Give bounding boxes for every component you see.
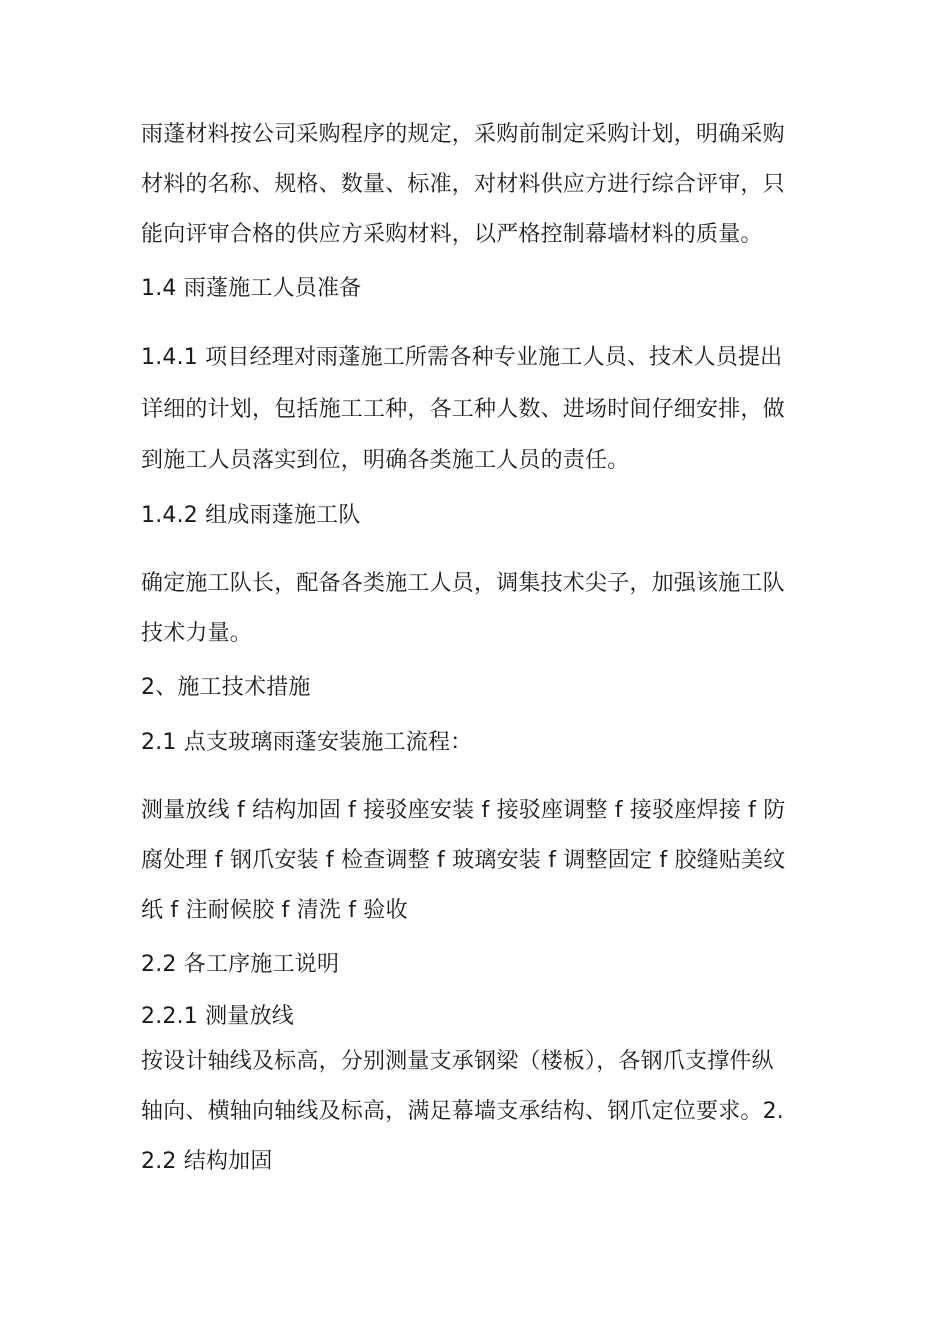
heading-1-4-2: 1.4.2 组成雨蓬施工队 [141,503,361,528]
heading-1-4: 1.4 雨蓬施工人员准备 [141,276,362,301]
heading-2-2-2: 2.2 结构加固 [141,1149,273,1174]
process-flow-line-1: 测量放线 f 结构加固 f 接驳座安装 f 接驳座调整 f 接驳座焊接 f 防 [141,798,786,823]
paragraph-1-4-1-line-3: 到施工人员落实到位，明确各类施工人员的责任。 [141,448,630,473]
heading-2-2-1: 2.2.1 测量放线 [141,1004,294,1029]
paragraph-survey-line-1: 按设计轴线及标高，分别测量支承钢梁（楼板），各钢爪支撑件纵 [141,1049,774,1074]
heading-2: 2、施工技术措施 [141,675,311,700]
paragraph-procurement-line-2: 材料的名称、规格、数量、标准，对材料供应方进行综合评审，只 [141,172,785,197]
paragraph-procurement-line-3: 能向评审合格的供应方采购材料，以严格控制幕墙材料的质量。 [141,222,763,247]
paragraph-procurement-line-1: 雨蓬材料按公司采购程序的规定，采购前制定采购计划，明确采购 [141,122,785,147]
paragraph-1-4-1-line-1: 1.4.1 项目经理对雨蓬施工所需各种专业施工人员、技术人员提出 [141,345,783,370]
paragraph-1-4-1-line-2: 详细的计划，包括施工工种，各工种人数、进场时间仔细安排，做 [141,397,785,422]
paragraph-team-line-1: 确定施工队长，配备各类施工人员，调集技术尖子，加强该施工队 [141,571,785,596]
paragraph-team-line-2: 技术力量。 [141,621,253,646]
process-flow-line-2: 腐处理 f 钢爪安装 f 检查调整 f 玻璃安装 f 调整固定 f 胶缝贴美纹 [141,848,786,873]
heading-2-1: 2.1 点支玻璃雨蓬安装施工流程： [141,730,473,755]
heading-2-2: 2.2 各工序施工说明 [141,952,340,977]
process-flow-line-3: 纸 f 注耐候胶 f 清洗 f 验收 [141,898,408,923]
paragraph-survey-line-2: 轴向、横轴向轴线及标高，满足幕墙支承结构、钢爪定位要求。2. [141,1099,784,1124]
